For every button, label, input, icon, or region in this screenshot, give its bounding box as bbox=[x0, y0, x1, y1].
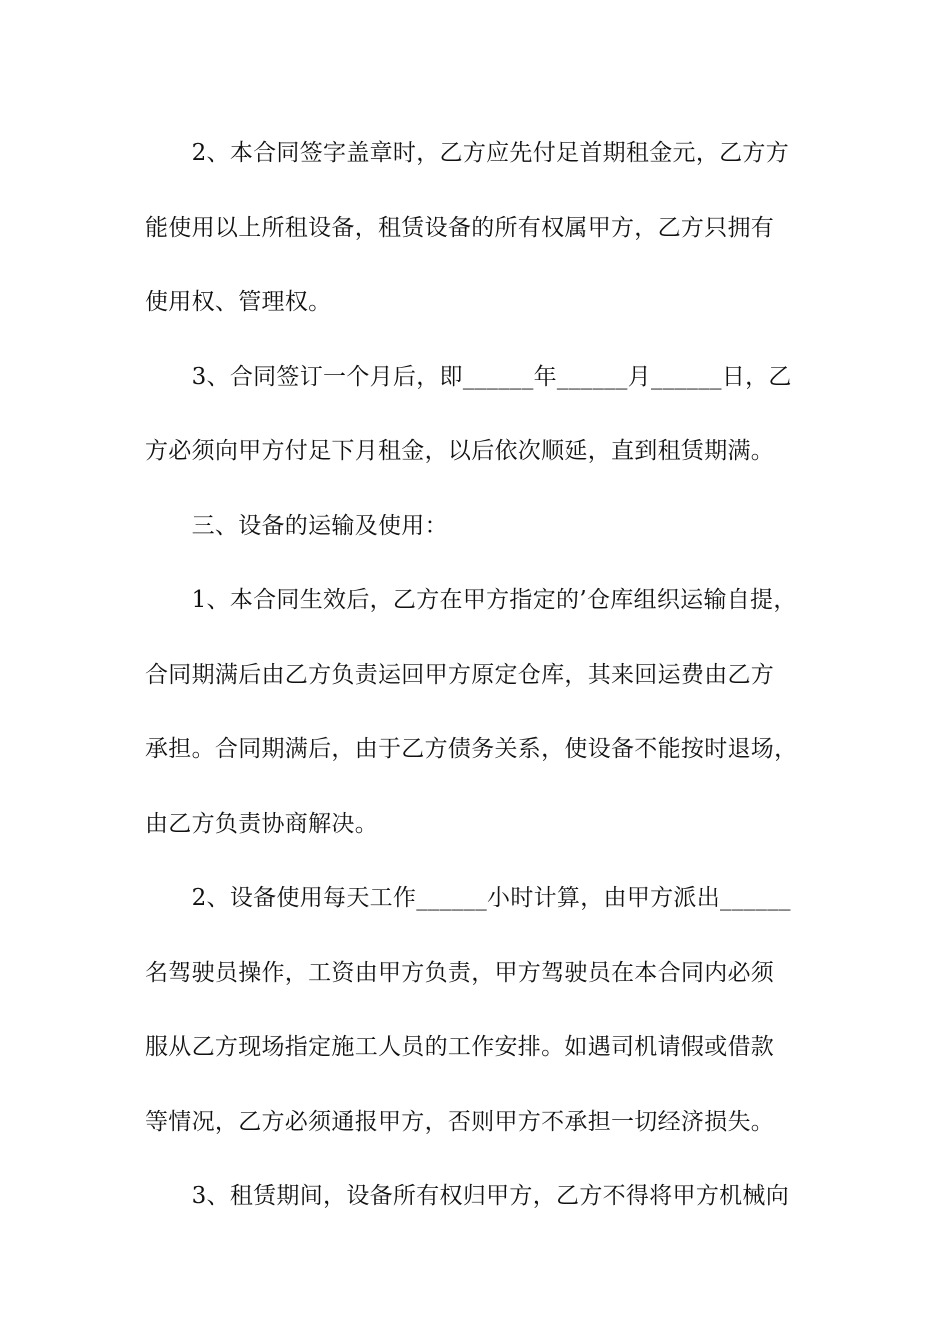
text-line: 由乙方负责协商解决。 bbox=[145, 811, 378, 837]
text-line: 服从乙方现场指定施工人员的工作安排。如遇司机请假或借款 bbox=[145, 1034, 775, 1060]
text-line: 3、租赁期间，设备所有权归甲方，乙方不得将甲方机械向 bbox=[145, 1183, 790, 1209]
text-line: 等情况，乙方必须通报甲方，否则甲方不承担一切经济损失。 bbox=[145, 1109, 775, 1135]
text-line: 承担。合同期满后，由于乙方债务关系，使设备不能按时退场， bbox=[145, 736, 798, 762]
text-line: 2、设备使用每天工作______小时计算，由甲方派出______ bbox=[145, 885, 791, 911]
section-heading: 三、设备的运输及使用： bbox=[145, 513, 448, 539]
text-line: 能使用以上所租设备，租赁设备的所有权属甲方，乙方只拥有 bbox=[145, 215, 775, 241]
text-line: 名驾驶员操作，工资由甲方负责，甲方驾驶员在本合同内必须 bbox=[145, 960, 775, 986]
text-line: 2、本合同签字盖章时，乙方应先付足首期租金元，乙方方 bbox=[145, 140, 790, 166]
text-line: 方必须向甲方付足下月租金，以后依次顺延，直到租赁期满。 bbox=[145, 438, 775, 464]
text-line: 使用权、管理权。 bbox=[145, 289, 332, 315]
text-line: 合同期满后由乙方负责运回甲方原定仓库，其来回运费由乙方 bbox=[145, 662, 775, 688]
text-line: 3、合同签订一个月后，即______年______月______日，乙 bbox=[145, 364, 792, 390]
text-line: 1、本合同生效后，乙方在甲方指定的’仓库组织运输自提， bbox=[145, 587, 797, 613]
